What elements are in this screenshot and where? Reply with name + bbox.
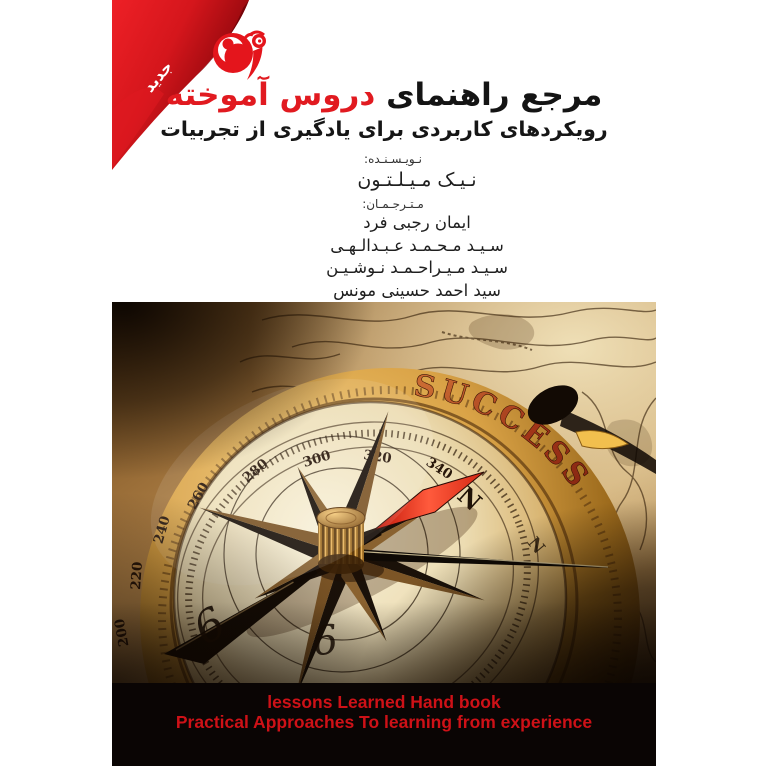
translator-name: سـیـد مـیـراحـمـد نـوشـیـن — [326, 258, 508, 277]
author-name: نـیـک مـیـلـتـون — [357, 169, 477, 191]
vignette-bottom — [112, 602, 656, 683]
footer-line-2: Practical Approaches To learning from experience — [175, 712, 593, 732]
byline-block — [145, 152, 689, 302]
translator-name: ایمان رجبی فرد — [363, 213, 471, 232]
book-title — [112, 76, 656, 115]
cover-photo-compass — [112, 302, 656, 683]
footer-line-1: lessons Learned Hand book — [267, 692, 501, 712]
title-red-part: دروس آموخته — [165, 77, 376, 113]
translators-label: مـتـرجـمـان: — [362, 197, 424, 211]
translator-name: سـیـد مـحـمـد عـبـدالـهـی — [330, 235, 504, 255]
title-block — [112, 76, 656, 141]
translator-name: سید احمد حسینی مونس — [333, 280, 501, 300]
logo-spiral-dot — [258, 39, 261, 42]
footer-band — [112, 683, 656, 766]
book-subtitle: رویکردهای کاربردی برای یادگیری از تجربیات — [160, 117, 608, 141]
author-label: نـویـسـنـده: — [364, 152, 422, 166]
title-black-part: مرجع راهنمای — [386, 77, 603, 113]
book-cover — [112, 0, 656, 766]
logo-comma-head — [223, 39, 234, 50]
new-badge-label: جدید — [140, 57, 177, 96]
